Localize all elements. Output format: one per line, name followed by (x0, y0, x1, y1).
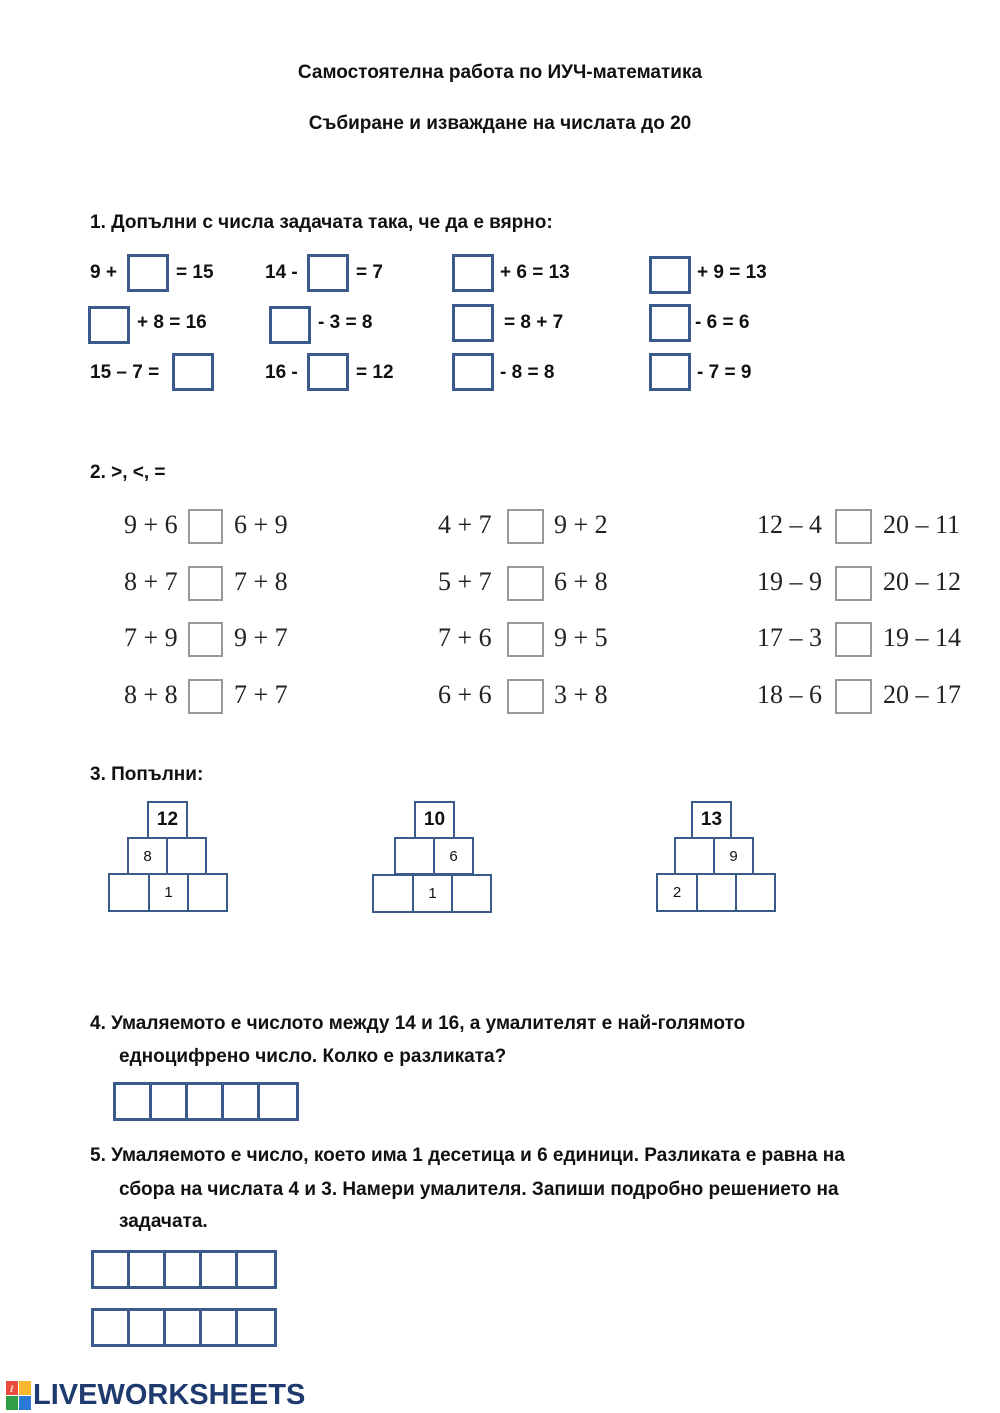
compare-box[interactable] (507, 622, 544, 657)
pyramid-middle-cell: 9 (713, 837, 754, 875)
task1-item-10-before: 16 - (265, 362, 298, 383)
compare-right: 6 + 8 (554, 567, 608, 596)
compare-box[interactable] (507, 509, 544, 544)
compare-box[interactable] (835, 622, 872, 657)
pyramid-bottom-cell: 1 (148, 873, 189, 912)
answer-cell[interactable] (163, 1308, 202, 1347)
answer-cell[interactable] (199, 1308, 238, 1347)
answer-cell[interactable] (199, 1250, 238, 1289)
compare-box[interactable] (188, 509, 223, 544)
pyramid-middle-cell: 8 (127, 837, 168, 875)
task1-item-2-after: = 7 (356, 262, 383, 283)
answer-cell[interactable] (221, 1082, 260, 1121)
task5-text-line-2: сбора на числата 4 и 3. Намери умалителя. Запиши подробно решението на (119, 1179, 839, 1200)
compare-left: 18 – 6 (757, 680, 822, 709)
compare-left: 5 + 7 (438, 567, 492, 596)
task4-answer-row (113, 1082, 296, 1121)
svg-text:ℓ: ℓ (10, 1384, 14, 1395)
page-title: Самостоятелна работа по ИУЧ-математика (297, 62, 703, 83)
task1-answer-box-5[interactable] (88, 306, 130, 344)
task5-answer-row-1 (91, 1250, 274, 1289)
compare-box[interactable] (188, 566, 223, 601)
task1-answer-box-7[interactable] (452, 304, 494, 342)
answer-cell[interactable] (235, 1308, 277, 1347)
pyramid-bottom-cell: 1 (412, 874, 453, 913)
answer-cell[interactable] (113, 1082, 152, 1121)
answer-cell[interactable] (91, 1308, 130, 1347)
compare-right: 20 – 12 (883, 567, 961, 596)
pyramid-middle-cell[interactable] (674, 837, 715, 875)
compare-box[interactable] (835, 509, 872, 544)
task1-answer-box-8[interactable] (649, 304, 691, 342)
pyramid-bottom-cell: 2 (656, 873, 698, 912)
task1-answer-box-12[interactable] (649, 353, 691, 391)
task1-answer-box-2[interactable] (307, 254, 349, 292)
task1-answer-box-3[interactable] (452, 254, 494, 292)
pyramid-bottom-cell[interactable] (187, 873, 228, 912)
task5-text-line-3: задачата. (119, 1211, 208, 1232)
task1-item-1-after: = 15 (176, 262, 214, 283)
task1-answer-box-6[interactable] (269, 306, 311, 344)
answer-cell[interactable] (163, 1250, 202, 1289)
task1-item-6-after: - 3 = 8 (318, 312, 373, 333)
compare-right: 9 + 5 (554, 623, 608, 652)
compare-box[interactable] (188, 679, 223, 714)
compare-left: 6 + 6 (438, 680, 492, 709)
compare-box[interactable] (835, 566, 872, 601)
answer-cell[interactable] (91, 1250, 130, 1289)
pyramid-bottom-cell[interactable] (696, 873, 737, 912)
task1-item-4-after: + 9 = 13 (697, 262, 767, 283)
task1-item-9-before: 15 – 7 = (90, 362, 160, 383)
task1-item-12-after: - 7 = 9 (697, 362, 752, 383)
pyramid-bottom-cell[interactable] (108, 873, 150, 912)
blocks-icon (6, 1381, 32, 1411)
compare-box[interactable] (507, 679, 544, 714)
answer-cell[interactable] (127, 1250, 166, 1289)
pyramid-middle-cell: 6 (433, 837, 474, 875)
task3-heading: 3. Попълни: (90, 764, 204, 785)
task4-text-line-2: едноцифрено число. Колко е разликата? (119, 1046, 507, 1067)
compare-box[interactable] (188, 622, 223, 657)
task5-text-line-1: 5. Умаляемото е число, което има 1 десетица и 6 единици. Разликата е равна на (90, 1145, 845, 1166)
compare-left: 8 + 7 (124, 567, 178, 596)
task1-item-7-after: = 8 + 7 (504, 312, 564, 333)
answer-cell[interactable] (185, 1082, 224, 1121)
pyramid-top-cell: 10 (414, 801, 455, 839)
pyramid-top-cell: 13 (691, 801, 732, 839)
compare-left: 8 + 8 (124, 680, 178, 709)
compare-left: 19 – 9 (757, 567, 822, 596)
task1-answer-box-10[interactable] (307, 353, 349, 391)
task1-item-11-after: - 8 = 8 (500, 362, 555, 383)
compare-right: 20 – 17 (883, 680, 961, 709)
task1-answer-box-4[interactable] (649, 256, 691, 294)
compare-right: 19 – 14 (883, 623, 961, 652)
pyramid-middle-cell[interactable] (394, 837, 435, 875)
task1-item-8-after: - 6 = 6 (695, 312, 750, 333)
compare-box[interactable] (507, 566, 544, 601)
compare-right: 9 + 7 (234, 623, 288, 652)
answer-cell[interactable] (149, 1082, 188, 1121)
task4-text-line-1: 4. Умаляемото е числото между 14 и 16, а умалителят е най-голямото (90, 1013, 746, 1034)
page-subtitle: Събиране и изваждане на числата до 20 (308, 113, 692, 134)
compare-right: 6 + 9 (234, 510, 288, 539)
pyramid-bottom-cell[interactable] (735, 873, 776, 912)
compare-right: 7 + 7 (234, 680, 288, 709)
answer-cell[interactable] (127, 1308, 166, 1347)
answer-cell[interactable] (235, 1250, 277, 1289)
compare-right: 20 – 11 (883, 510, 961, 539)
task1-item-2-before: 14 - (265, 262, 298, 283)
compare-left: 12 – 4 (757, 510, 822, 539)
task1-answer-box-11[interactable] (452, 353, 494, 391)
pyramid-bottom-cell[interactable] (451, 874, 492, 913)
task5-answer-row-2 (91, 1308, 274, 1347)
liveworksheets-logo[interactable] (6, 1379, 305, 1412)
task1-item-1-before: 9 + (90, 262, 117, 283)
task1-answer-box-1[interactable] (127, 254, 169, 292)
pyramid-bottom-cell[interactable] (372, 874, 414, 913)
pyramid-top-cell: 12 (147, 801, 188, 839)
compare-left: 7 + 9 (124, 623, 178, 652)
compare-left: 4 + 7 (438, 510, 492, 539)
task2-heading: 2. >, <, = (90, 462, 166, 483)
logo-text: LIVEWORKSHEETS (33, 1379, 306, 1411)
task1-answer-box-9[interactable] (172, 353, 214, 391)
task1-item-5-after: + 8 = 16 (137, 312, 207, 333)
answer-cell[interactable] (257, 1082, 299, 1121)
compare-left: 9 + 6 (124, 510, 178, 539)
compare-right: 9 + 2 (554, 510, 608, 539)
pyramid-middle-cell[interactable] (166, 837, 207, 875)
compare-left: 7 + 6 (438, 623, 492, 652)
task1-heading: 1. Допълни с числа задачата така, че да е вярно: (90, 212, 553, 233)
task1-item-3-after: + 6 = 13 (500, 262, 570, 283)
compare-right: 3 + 8 (554, 680, 608, 709)
task1-item-10-after: = 12 (356, 362, 394, 383)
compare-left: 17 – 3 (757, 623, 822, 652)
compare-right: 7 + 8 (234, 567, 288, 596)
compare-box[interactable] (835, 679, 872, 714)
